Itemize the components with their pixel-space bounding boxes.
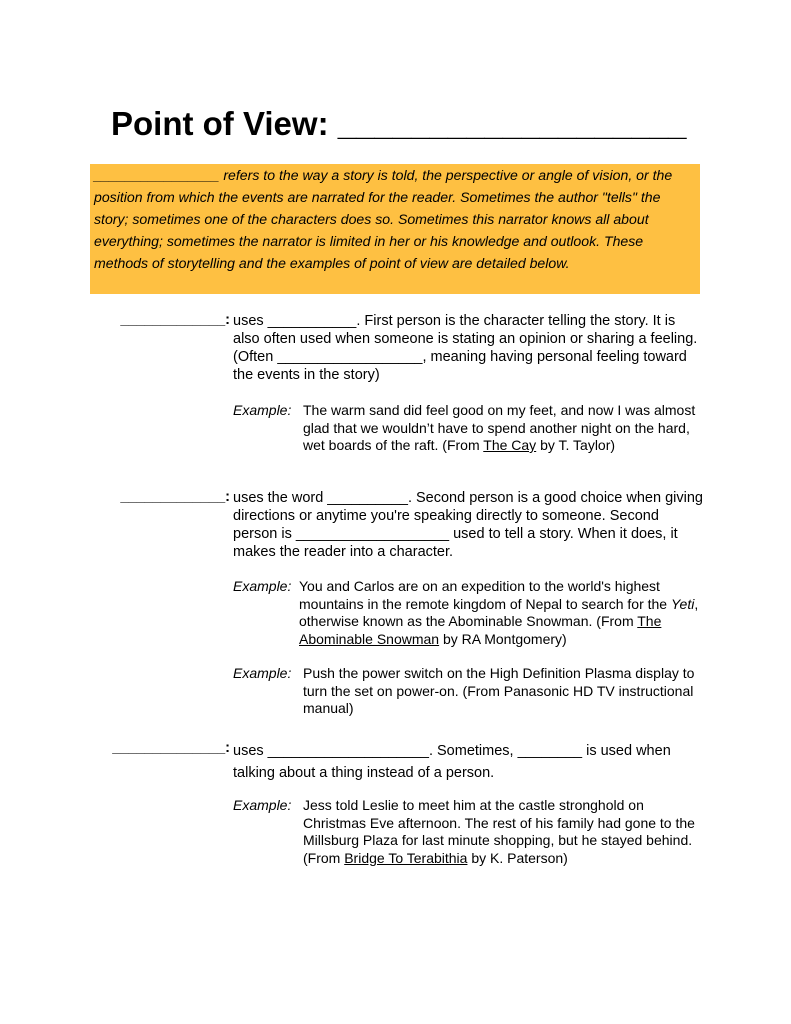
example-author: by K. Paterson)	[467, 849, 568, 866]
second-person-description: uses the word __________. Second person is a good choice when giving directions or anytime you're speaking directly to someone. Second person is ___________________ used to tell a story. When it does, it makes the reader into a character.	[233, 490, 703, 560]
third-person-term: ______________:	[112, 740, 230, 756]
third-person-description: uses ____________________. Sometimes, ________ is used when talking about a thing instead of a person.	[233, 743, 671, 781]
example-label: Example:	[233, 402, 292, 418]
intro-box	[90, 164, 700, 294]
example-label: Example:	[233, 665, 292, 681]
example-author: by RA Montgomery)	[439, 630, 567, 647]
intro-blank: ________________	[94, 167, 220, 183]
example-text: Push the power switch on the High Definition Plasma display to turn the set on power-on. (From Panasonic HD TV instructional manual)	[303, 665, 695, 716]
example-quote: You and Carlos are on an expedition to the world's highest mountains in the remote kingdom of Nepal to search for the	[299, 578, 671, 612]
example-source-title: Bridge To Terabithia	[344, 849, 468, 866]
example-quote-cont: , otherwise known as the Abominable Snowman. (From	[299, 595, 699, 629]
example-source-title: The Abominable Snowman	[299, 613, 662, 647]
first-person-term: _____________:	[120, 312, 230, 328]
page-title: Point of View: ___________________	[111, 105, 687, 142]
example-quote: Jess told Leslie to meet him at the castle stronghold on Christmas Eve afternoon. The rest of his family had gone to the Millsburg Plaza for last minute shopping, but he stayed behind. (From	[303, 797, 695, 866]
example-author: by T. Taylor)	[536, 437, 616, 453]
intro-paragraph	[90, 164, 700, 274]
intro-text: refers to the way a story is told, the perspective or angle of vision, or the position from which the events are narrated for the reader. Sometimes the author "tells" the story; sometimes one of the characters does so. Sometimes this narrator knows all about everything; sometimes the narrator is limited in her or his knowledge and outlook. These methods of storytelling and the examples of point of view are detailed below.	[94, 167, 673, 271]
example-label: Example:	[233, 797, 292, 813]
example-text	[303, 402, 703, 455]
second-person-term: _____________:	[120, 489, 230, 505]
example-text	[299, 578, 699, 648]
example-quote: The warm sand did feel good on my feet, and now I was almost glad that we wouldn’t have to spend another night on the hard, wet boards of the raft. (From	[303, 402, 696, 453]
example-text	[303, 797, 703, 867]
first-person-description: uses ___________. First person is the character telling the story. It is also often used when someone is stating an opinion or sharing a feeling. (Often __________________, meaning having personal feeling toward the events in the story)	[233, 313, 698, 383]
example-source-title: The Cay	[483, 437, 537, 453]
example-yeti: Yeti	[670, 595, 695, 612]
example-label: Example:	[233, 578, 292, 594]
